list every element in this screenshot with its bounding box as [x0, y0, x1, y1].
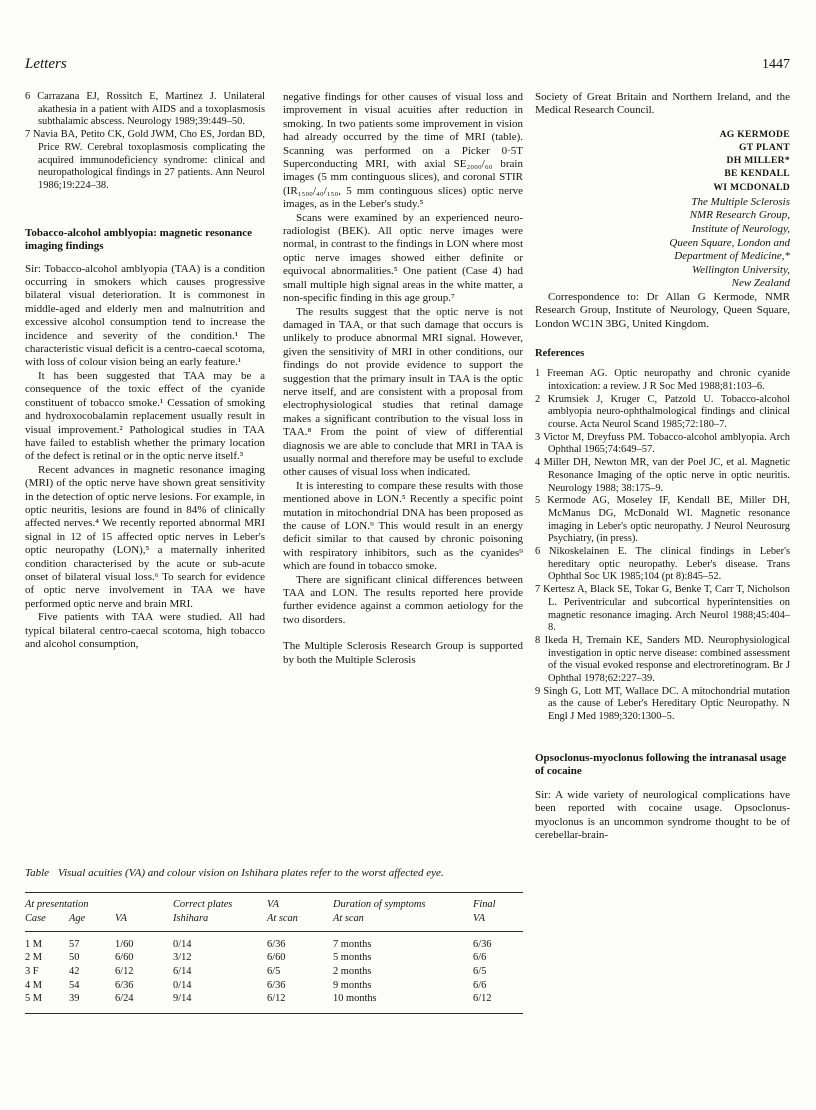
previous-letter-references	[25, 91, 265, 193]
running-head: Letters	[25, 56, 67, 72]
table-cell: 54	[69, 979, 80, 991]
column-1	[25, 91, 265, 849]
table-cell: 6/36	[115, 979, 134, 991]
table-area	[25, 867, 523, 1014]
table-row	[25, 965, 523, 979]
reference-item: 6 Carrazana EJ, Rossitch E, Martinez J. Unilateral akathesia in a patient with AIDS and a toxoplasmosis subthalamic abscess. Neurology 1989;39:449–50.	[25, 91, 265, 128]
table-cell: 6/12	[267, 993, 286, 1005]
correspondence-note: Correspondence to: Dr Allan G Kermode, NMR Research Group, Institute of Neurology, Queen Square, London WC1N 3BG, United Kingdom.	[535, 290, 790, 330]
signature-line: WI MCDONALD	[713, 181, 790, 193]
table-row	[25, 951, 523, 965]
column-2	[283, 91, 523, 849]
table-cell: 42	[69, 965, 80, 977]
table-cell: 1/60	[115, 938, 134, 950]
affiliation-line: Queen Square, London and	[669, 236, 790, 249]
table-header-cell: Case	[25, 912, 69, 931]
affiliation-line: New Zealand	[731, 277, 790, 290]
paragraph: Sir: Tobacco-alcohol amblyopia (TAA) is a condition occurring in smokers which causes progressive bilateral visual deterioration. It is commonest in middle-aged and elderly men and malnutrition and excessive alcohol consumption tend to increase the incidence and severity of the condition.¹ The characteristic visual deficit is a centro-caecal scotoma, with loss of colour vision being an early feature.¹	[25, 262, 265, 369]
reference-item: 7 Kertesz A, Black SE, Tokar G, Benke T, Carr T, Nicholson L. Periventricular and subcortical hyperintensities on magnetic resonance imaging. Arch Neurol 1988;45:404–8.	[535, 584, 790, 634]
paragraph: The results suggest that the optic nerve is not damaged in TAA, or that such damage that occurs is unlikely to produce abnormal MRI signal. However, given the sensitivity of MRI in other conditions, our findings do not provide evidence to support the suggestion that the primary insult in TAA is the optic nerve itself, and are consistent with a proposal from electrophysiological studies that retinal damage makes a significant contribution to the visual loss in TAA.⁸ From the point of view of differential diagnosis we are able to conclude that MRI in TAA is usually normal and therefore may be useful to exclude other causes of visual loss when indicated.	[283, 305, 523, 479]
paragraph: It is interesting to compare these results with those mentioned above in LON.⁵ Recently a specific point mutation in mitochondrial DNA has been proposed as the cause of LON.⁹ This would result in an energy deficit similar to that caused by chronic poisoning with respiratory inhibitors, such as the cyanides⁹ which are found in tobacco smoke.	[283, 479, 523, 573]
signature-line: BE KENDALL	[724, 168, 790, 180]
reference-item: 8 Ikeda H, Tremain KE, Sanders MD. Neurophysiological investigation in optic nerve disease: combined assessment of the visual evoked response and electroretinogram. Br J Ophthal 1978;62:227–39.	[535, 634, 790, 685]
table-header-cell: VA	[267, 898, 279, 910]
table-cell: 6/6	[473, 979, 487, 991]
table-cell: 1 M	[25, 938, 43, 950]
page-content	[25, 91, 790, 1014]
table-cell: 6/6	[473, 952, 487, 964]
affiliation-line: The Multiple Sclerosis	[691, 195, 790, 208]
table-caption	[25, 867, 523, 881]
table-header-cell: At scan	[333, 912, 473, 931]
paragraph: Scans were examined by an experienced neuro-radiologist (BEK). All optic nerve images were normal, in contrast to the findings in LON where most optic nerve images showed either definite or equivocal abnormalities.⁵ One patient (Case 4) had small multiple high signal areas in the white matter, a non-specific finding in this age group.⁷	[283, 211, 523, 305]
table-group-header-row	[25, 892, 523, 912]
letter-title: Tobacco-alcohol amblyopia: magnetic resonance imaging findings	[25, 226, 253, 253]
table-cell: 7 months	[333, 938, 372, 950]
table-cell: 57	[69, 938, 80, 950]
table-cell: 6/5	[473, 965, 487, 977]
table-cell: 39	[69, 993, 80, 1005]
acknowledgement: The Multiple Sclerosis Research Group is supported by both the Multiple Sclerosis	[283, 640, 523, 666]
table-cell: 3/12	[173, 952, 192, 964]
paragraph: Society of Great Britain and Northern Ireland, and the Medical Research Council.	[535, 91, 790, 117]
table-cell: 5 months	[333, 952, 372, 964]
table-cell: 3 F	[25, 965, 39, 977]
visual-acuities-table	[25, 892, 523, 1014]
paragraph: Recent advances in magnetic resonance imaging (MRI) of the optic nerve have shown great sensitivity in the detection of optic nerve lesions. For example, in optic neuritis, lesions are found in 84% of clinically affected nerves.⁴ We recently reported abnormal MRI signal in 12 of 15 affected optic nerves in Leber's optic neuropathy (LON),⁵ a maternally inherited condition characterised by the acute or sub-acute onset of bilateral visual loss.⁶ To search for evidence of optic nerve involvement in TAA we have performed optic nerve and brain MRI.	[25, 463, 265, 610]
reference-item: 6 Nikoskelainen E. The clinical findings in Leber's hereditary optic neuropathy. Leber's disease. Trans Ophthal Soc UK 1985;104 (pt 8):845–52.	[535, 546, 790, 583]
paragraph: Five patients with TAA were studied. All had typical bilateral centro-caecal scotoma, high tobacco and alcohol consumption,	[25, 611, 265, 650]
table-header-cell: Age	[69, 912, 115, 931]
table-caption-text: Visual acuities (VA) and colour vision on Ishihara plates refer to the worst affected eye.	[58, 867, 444, 879]
table-cell: 5 M	[25, 993, 43, 1005]
affiliation-line: Wellington University,	[692, 263, 790, 276]
references-list	[535, 368, 790, 724]
table-cell: 6/60	[115, 952, 134, 964]
affiliation-line: Institute of Neurology,	[691, 223, 790, 236]
paragraph: negative findings for other causes of visual loss and improvement in visual acuities after reduction in smoking. In two patients some improvement in vision had already occurred by the time of MRI (table). Scanning was performed on a Picker 0·5T Superconducting MRI, with axial SE₂₀₀₀/₆₀ brain images (5 mm continguous slices), and coronal STIR (IR₁₅₀₀/₄₀/₁₅₀, 5 mm continguous slices) optic nerve images, as in the Leber's study.⁵	[283, 91, 523, 211]
affiliation-line: Department of Medicine,*	[674, 250, 790, 263]
table-cell: 6/24	[115, 993, 134, 1005]
reference-item: 3 Victor M, Dreyfuss PM. Tobacco-alcohol amblyopia. Arch Ophthal 1965;74:649–57.	[535, 431, 790, 456]
table-header-cell: Final	[473, 898, 496, 910]
table-cell: 6/14	[173, 965, 192, 977]
reference-item: 4 Miller DH, Newton MR, van der Poel JC, et al. Magnetic Resonance Imaging of the optic nerve in optic neuritis. Neurology 1988; 38:175–9.	[535, 457, 790, 494]
table-header-cell: Duration of symptoms	[333, 898, 426, 910]
paragraph: There are significant clinical differences between TAA and LON. The results reported here provide further evidence against a common aetiology for the two disorders.	[283, 573, 523, 626]
table-cell: 9/14	[173, 993, 192, 1005]
table-row	[25, 992, 523, 1013]
table-cell: 2 months	[333, 965, 372, 977]
table-row	[25, 979, 523, 993]
table-sub-header-row	[25, 912, 523, 931]
table-cell: 6/12	[115, 965, 134, 977]
table-cell: 9 months	[333, 979, 372, 991]
table-header-cell: VA	[115, 912, 173, 931]
signature-line: AG KERMODE	[719, 128, 790, 140]
table-cell: 6/12	[473, 993, 492, 1005]
column-3	[535, 91, 790, 1014]
signature-line: DH MILLER*	[726, 155, 790, 167]
references-heading: References	[535, 348, 585, 360]
reference-item: 7 Navia BA, Petito CK, Gold JWM, Cho ES, Jordan BD, Price RW. Cerebral toxoplasmosis complicating the acquired immunodeficiency syndrome: clinical and neuropathological findings in 27 patients. Ann Neurol 1986;19:224–38.	[25, 129, 265, 191]
affiliation-line: NMR Research Group,	[689, 209, 790, 222]
signature-block	[535, 128, 790, 194]
table-cell: 6/5	[267, 965, 281, 977]
signature-line: GT PLANT	[738, 142, 790, 154]
table-header-cell: At presentation	[25, 898, 89, 910]
reference-item: 9 Singh G, Lott MT, Wallace DC. A mitochondrial mutation as the cause of Leber's Hereditary Optic Neuropathy. N Engl J Med 1989;320:1300–5.	[535, 685, 790, 723]
reference-item: 1 Freeman AG. Optic neuropathy and chronic cyanide intoxication: a review. J R Soc Med 1988;81:103–6.	[535, 368, 790, 392]
table-cell: 0/14	[173, 938, 192, 950]
table-cell: 4 M	[25, 979, 43, 991]
page-number: 1447	[762, 57, 790, 72]
table-cell: 6/36	[267, 938, 286, 950]
table-header-cell: At scan	[267, 912, 333, 931]
table-header-cell: Correct plates	[173, 898, 233, 910]
text-columns	[25, 91, 523, 849]
table-caption-label: Table	[25, 867, 50, 879]
table-cell: 6/36	[473, 938, 492, 950]
table-row	[25, 931, 523, 951]
table-cell: 6/36	[267, 979, 286, 991]
affiliation-block	[535, 196, 790, 291]
table-cell: 0/14	[173, 979, 192, 991]
next-letter-title: Opsoclonus-myoclonus following the intranasal usage of cocaine	[535, 751, 787, 778]
table-cell: 2 M	[25, 952, 43, 964]
page-header	[25, 56, 790, 73]
reference-item: 5 Kermode AG, Moseley IF, Kendall BE, Miller DH, McManus DG, McDonald WI. Magnetic resonance imaging in Leber's optic neuropathy. J Neurol Neurosurg Psychiatry, (in press).	[535, 495, 790, 545]
left-area	[25, 91, 523, 1014]
table-cell: 6/60	[267, 952, 286, 964]
table-cell: 10 months	[333, 993, 377, 1005]
table-cell: 50	[69, 952, 80, 964]
paragraph: It has been suggested that TAA may be a consequence of the toxic effect of the cyanide constituent of tobacco smoke.¹ Cessation of smoking and hydroxocobalamin replacement usually result in visual improvement.² Pathological studies in TAA have failed to establish whether the primary location of the defect is retinal or in the optic nerve itself.³	[25, 369, 265, 463]
paragraph: Sir: A wide variety of neurological complications have been reported with cocaine usage. Opsoclonus-myoclonus is an uncommon syndrome thought to be of cerebellar-brain-	[535, 788, 790, 842]
table-header-cell: Ishihara	[173, 912, 267, 931]
reference-item: 2 Krumsiek J, Kruger C, Patzold U. Tobacco-alcohol amblyopia neuro-ophthalmological findings and clinical course. Acta Neurol Scand 1985;72:180–7.	[535, 393, 790, 431]
table-header-cell: VA	[473, 912, 523, 931]
